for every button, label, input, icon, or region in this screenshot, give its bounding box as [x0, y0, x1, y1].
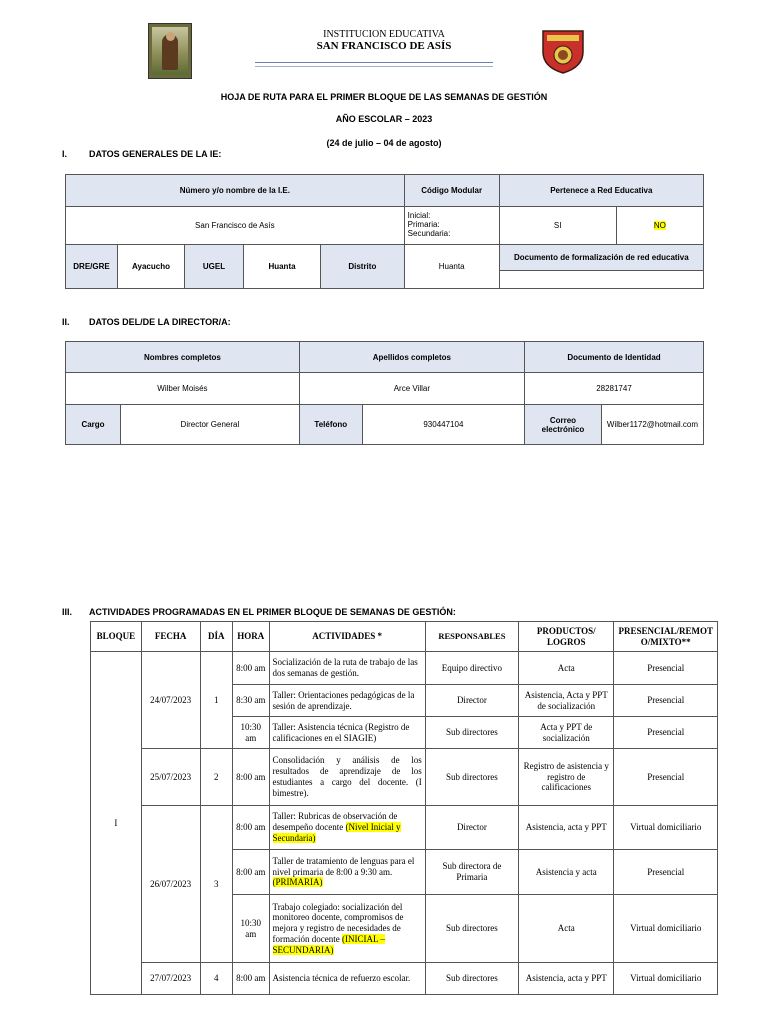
- header-ie-name: Número y/o nombre de la I.E.: [66, 175, 405, 207]
- day-cell: 3: [200, 806, 232, 963]
- table-row: [91, 749, 718, 806]
- section-2-title: DATOS DEL/DE LA DIRECTOR/A:: [89, 317, 231, 327]
- mode-cell: Presencial: [614, 749, 718, 806]
- dre-value: Ayacucho: [118, 245, 185, 289]
- activity-text: Trabajo colegiado: socialización del monitoreo docente, compromisos de mejora y registro de necesidades de formación docente: [272, 901, 404, 944]
- responsible-cell: Sub directores: [425, 717, 518, 749]
- activity-cell: [269, 806, 425, 850]
- header-responsibles: RESPONSABLES: [425, 622, 518, 652]
- hour-cell: 8:00 am: [233, 963, 270, 995]
- hour-cell: 8:00 am: [233, 749, 270, 806]
- product-cell: Asistencia, Acta y PPT de socialización: [519, 685, 614, 717]
- activity-cell: Taller: Asistencia técnica (Registro de calificaciones en el SIAGIE): [269, 717, 425, 749]
- mode-cell: Presencial: [614, 685, 718, 717]
- hour-cell: 8:00 am: [233, 850, 270, 895]
- header-products: PRODUCTOS/ LOGROS: [519, 622, 614, 652]
- day-cell: 1: [200, 652, 232, 749]
- activity-cell: Consolidación y análisis de los resultados de aprendizaje de los estudiantes a cargo del docente. (I bimestre).: [269, 749, 425, 806]
- responsible-cell: Sub directores: [425, 963, 518, 995]
- header-hour: HORA: [233, 622, 270, 652]
- director-names: Wilber Moisés: [66, 373, 300, 405]
- section-1-number: I.: [62, 149, 68, 159]
- header-activities: ACTIVIDADES *: [269, 622, 425, 652]
- email-value: Wilber1172@hotmail.com: [601, 405, 703, 445]
- header-divider-2: [255, 66, 493, 67]
- institution-label: INSTITUCION EDUCATIVA: [323, 29, 445, 40]
- mode-cell: Virtual domiciliario: [614, 963, 718, 995]
- mode-cell: Presencial: [614, 652, 718, 685]
- code-primaria: Primaria:: [407, 220, 440, 230]
- hour-cell: 10:30 am: [233, 895, 270, 963]
- section-2-number: II.: [62, 317, 70, 327]
- header-block: BLOQUE: [91, 622, 142, 652]
- hour-cell: 8:30 am: [233, 685, 270, 717]
- product-cell: Acta y PPT de socialización: [519, 717, 614, 749]
- activities-table: [90, 621, 718, 995]
- activity-text: Taller: Rubricas de observación de desempeño docente: [272, 811, 398, 833]
- activity-cell: Taller: Orientaciones pedagógicas de la sesión de aprendizaje.: [269, 685, 425, 717]
- day-cell: 2: [200, 749, 232, 806]
- network-yes: SI: [499, 207, 616, 245]
- hour-cell: 8:00 am: [233, 652, 270, 685]
- responsible-cell: Equipo directivo: [425, 652, 518, 685]
- product-cell: Acta: [519, 652, 614, 685]
- activity-cell: Asistencia técnica de refuerzo escolar.: [269, 963, 425, 995]
- director-surnames: Arce Villar: [299, 373, 524, 405]
- header-id-document: Documento de Identidad: [524, 342, 703, 373]
- hour-cell: 8:00 am: [233, 806, 270, 850]
- network-no-value: NO: [653, 221, 666, 230]
- responsible-cell: Director: [425, 806, 518, 850]
- phone-label: Teléfono: [299, 405, 362, 445]
- section-3-number: III.: [62, 607, 73, 617]
- email-label: Correo electrónico: [524, 405, 601, 445]
- section-1-title: DATOS GENERALES DE LA IE:: [89, 149, 222, 159]
- director-id: 28281747: [524, 373, 703, 405]
- activity-level-highlight: (PRIMARIA): [272, 877, 323, 888]
- activity-level-highlight: (INICIAL – SECUNDARIA): [272, 933, 385, 955]
- header-modular-code: Código Modular: [404, 175, 499, 207]
- network-no: [616, 207, 703, 245]
- activity-cell: [269, 895, 425, 963]
- product-cell: Asistencia y acta: [519, 850, 614, 895]
- responsible-cell: Director: [425, 685, 518, 717]
- mode-cell: Presencial: [614, 717, 718, 749]
- date-cell: 25/07/2023: [141, 749, 200, 806]
- product-cell: Asistencia, acta y PPT: [519, 963, 614, 995]
- district-label: Distrito: [321, 245, 405, 289]
- director-table: [65, 341, 704, 445]
- day-cell: 4: [200, 963, 232, 995]
- code-inicial: Inicial:: [407, 211, 431, 221]
- product-cell: Acta: [519, 895, 614, 963]
- network-document-label: Documento de formalización de red educativa: [499, 245, 703, 271]
- responsible-cell: Sub directores: [425, 749, 518, 806]
- cargo-value: Director General: [121, 405, 300, 445]
- document-title: HOJA DE RUTA PARA EL PRIMER BLOQUE DE LAS SEMANAS DE GESTIÓN: [220, 92, 548, 102]
- product-cell: Registro de asistencia y registro de calificaciones: [519, 749, 614, 806]
- header-date: FECHA: [141, 622, 200, 652]
- header-divider: [255, 62, 493, 63]
- table-row: [91, 806, 718, 850]
- date-cell: 27/07/2023: [141, 963, 200, 995]
- activity-cell: [269, 850, 425, 895]
- institution-name: SAN FRANCISCO DE ASÍS: [316, 40, 452, 52]
- table-row: [91, 652, 718, 685]
- date-cell: 24/07/2023: [141, 652, 200, 749]
- mode-cell: Virtual domiciliario: [614, 806, 718, 850]
- phone-value: 930447104: [362, 405, 524, 445]
- date-cell: 26/07/2023: [141, 806, 200, 963]
- product-cell: Asistencia, acta y PPT: [519, 806, 614, 850]
- school-year: AÑO ESCOLAR – 2023: [335, 114, 433, 124]
- code-secundaria: Secundaria:: [407, 228, 451, 238]
- header-network: Pertenece a Red Educativa: [499, 175, 703, 207]
- activity-text: Taller de tratamiento de lenguas para el nivel primaria de 8:00 a 9:30 am.: [272, 855, 415, 877]
- responsible-cell: Sub directora de Primaria: [425, 850, 518, 895]
- header-mode: PRESENCIAL/REMOTO/MIXTO**: [614, 622, 718, 652]
- network-document-value: [499, 271, 703, 289]
- section-3-title: ACTIVIDADES PROGRAMADAS EN EL PRIMER BLOQUE DE SEMANAS DE GESTIÓN:: [89, 607, 456, 617]
- responsible-cell: Sub directores: [425, 895, 518, 963]
- ie-name: San Francisco de Asís: [66, 207, 405, 245]
- date-range: (24 de julio – 04 de agosto): [326, 138, 442, 148]
- header-surnames: Apellidos completos: [299, 342, 524, 373]
- block-cell: I: [91, 652, 142, 995]
- table-row: [91, 963, 718, 995]
- activity-cell: Socialización de la ruta de trabajo de las dos semanas de gestión.: [269, 652, 425, 685]
- mode-cell: Presencial: [614, 850, 718, 895]
- ie-data-table: [65, 174, 704, 289]
- hour-cell: 10:30 am: [233, 717, 270, 749]
- activity-level-highlight: (Nivel Inicial y Secundaria): [272, 822, 401, 843]
- modular-code-cell: [404, 207, 499, 245]
- mode-cell: Virtual domiciliario: [614, 895, 718, 963]
- dre-label: DRE/GRE: [66, 245, 118, 289]
- cargo-label: Cargo: [66, 405, 121, 445]
- header-day: DÍA: [200, 622, 232, 652]
- ugel-value: Huanta: [244, 245, 321, 289]
- district-value: Huanta: [404, 245, 499, 289]
- ugel-label: UGEL: [185, 245, 244, 289]
- header-names: Nombres completos: [66, 342, 300, 373]
